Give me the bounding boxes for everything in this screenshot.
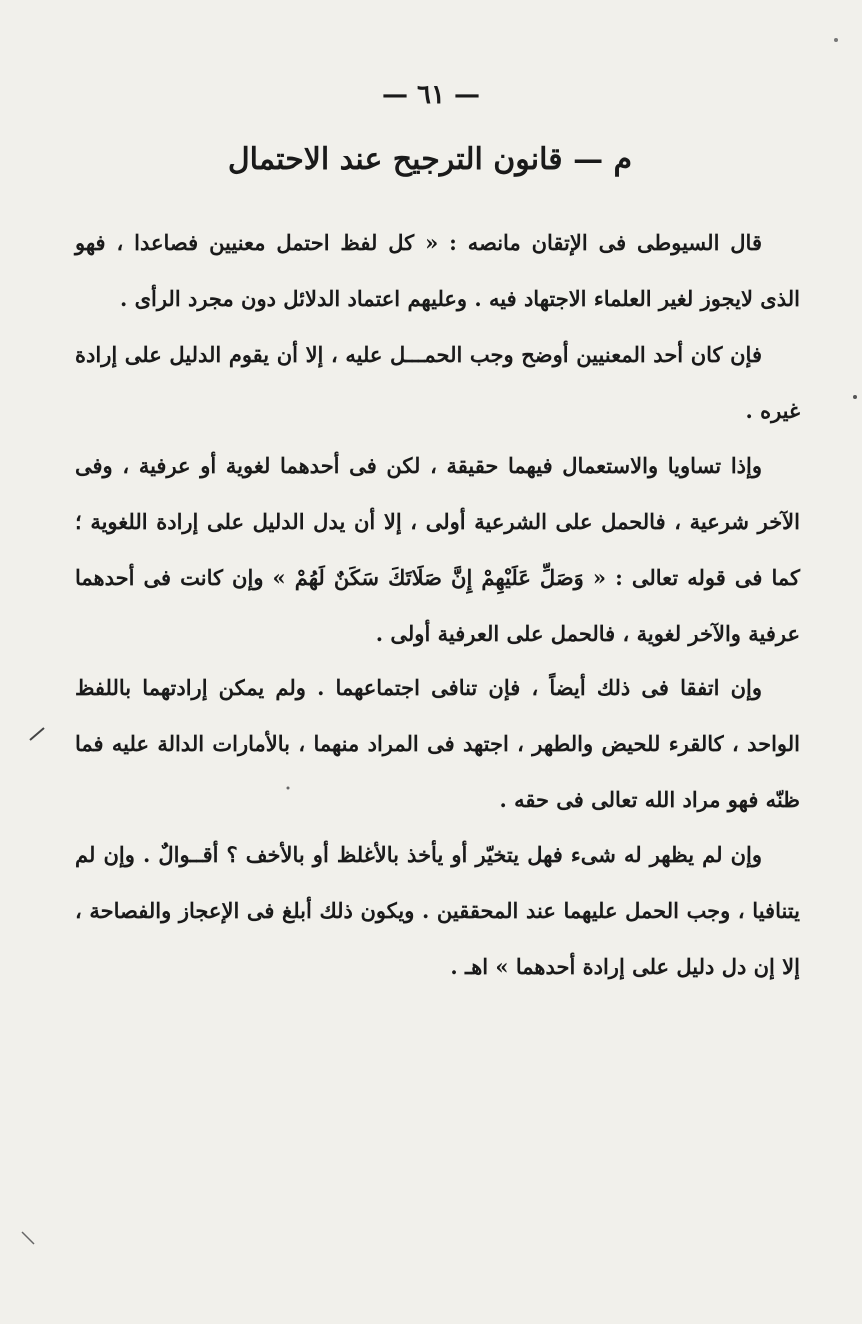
paragraph-1 [75, 215, 800, 327]
paragraph-text: وإن اتفقا فى ذلك أيضاً ، فإن تنافى اجتماعهما . ولم يمكن إرادتهما باللفظ الواحد ، كالقرء للحيض والطهر ، اجتهد فى المراد منهما ، بالأمارات الدالة عليه فما ظنّه فهو مراد الله تعالى فى حقه . [75, 675, 800, 812]
section-heading: م — قانون الترجيح عند الاحتمال [227, 142, 633, 177]
paragraph-text: وإذا تساويا والاستعمال فيهما حقيقة ، لكن فى أحدهما لغوية أو عرفية ، وفى الآخر شرعية ، فالحمل على الشرعية أولى ، إلا أن يدل الدليل على إرادة اللغوية ؛ كما فى قوله تعالى : « وَصَلِّ عَلَيْهِمْ إِنَّ صَلَاتَكَ سَكَنٌ لَهُمْ » وإن كانت فى أحدهما عرفية والآخر لغوية ، فالحمل على العرفية أولى . [75, 453, 800, 646]
paragraph-5 [75, 827, 800, 995]
paragraph-4 [75, 660, 800, 828]
scan-speck [834, 38, 838, 42]
paragraph-text: وإن لم يظهر له شىء فهل يتخيّر أو يأخذ بالأغلظ أو بالأخف ؟ أقــوالٌ . وإن لم يتنافيا ، وجب الحمل عليهما عند المحققين . ويكون ذلك أبلغ فى الإعجاز والفصاحة ، إلا إن دل دليل على إرادة أحدهما » اهـ . [75, 842, 800, 979]
scan-mark [22, 1232, 34, 1244]
paragraph-3 [75, 438, 800, 662]
paragraph-2 [75, 327, 800, 439]
paragraph-text: قال السيوطى فى الإتقان مانصه : « كل لفظ احتمل معنيين فصاعدا ، فهو الذى لايجوز لغير العلماء الاجتهاد فيه . وعليهم اعتماد الدلائل دون مجرد الرأى . [75, 230, 800, 311]
page-number: — ٦١ — [381, 80, 481, 110]
paragraph-text: فإن كان أحد المعنيين أوضح وجب الحمـــل عليه ، إلا أن يقوم الدليل على إرادة غيره . [75, 342, 800, 423]
scan-mark [30, 728, 44, 740]
scan-speck [853, 395, 857, 399]
